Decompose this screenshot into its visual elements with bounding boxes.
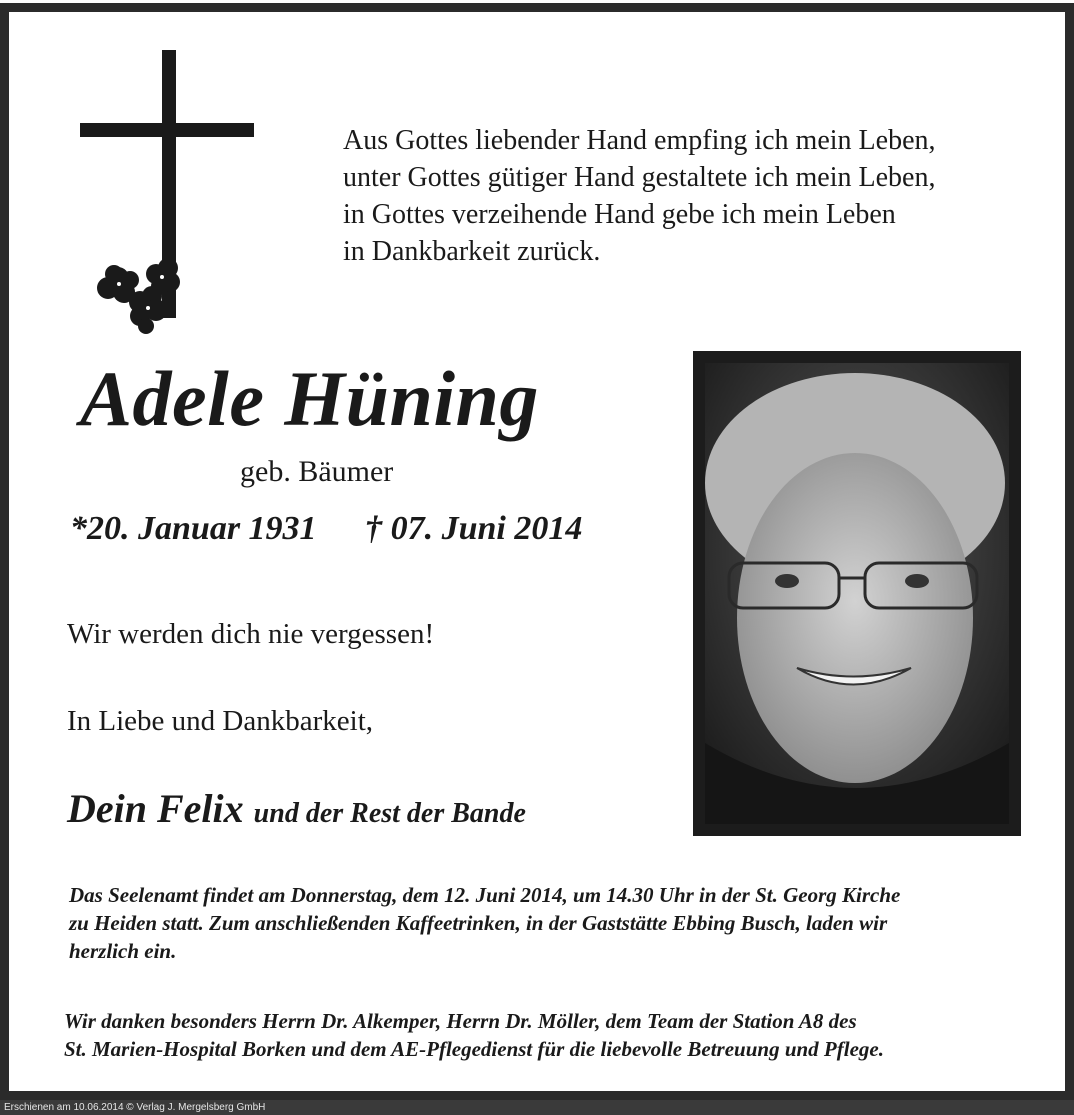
footer-bar bbox=[0, 1100, 1074, 1115]
notice-line: herzlich ein. bbox=[69, 939, 177, 963]
publication-note: Erschienen am 10.06.2014 © Verlag J. Mergelsberg GmbH bbox=[4, 1102, 266, 1113]
notice-line: Das Seelenamt findet am Donnerstag, dem 12. Juni 2014, um 14.30 Uhr in der St. Georg Kirche bbox=[69, 883, 901, 907]
notice-line: Wir danken besonders Herrn Dr. Alkemper, Herrn Dr. Möller, dem Team der Station A8 des bbox=[64, 1009, 857, 1033]
portrait-illustration bbox=[705, 363, 1009, 824]
death-date: † 07. Juni 2014 bbox=[365, 510, 583, 547]
verse bbox=[343, 122, 1043, 270]
verse-line: unter Gottes gütiger Hand gestaltete ich mein Leben, bbox=[343, 162, 936, 193]
verse-line: in Gottes verzeihende Hand gebe ich mein Leben bbox=[343, 199, 896, 230]
maiden-name: geb. Bäumer bbox=[240, 455, 394, 488]
never-forget-text: Wir werden dich nie vergessen! bbox=[67, 618, 435, 650]
verse-line: Aus Gottes liebender Hand empfing ich mein Leben, bbox=[343, 125, 936, 156]
life-dates bbox=[70, 510, 582, 548]
love-text: In Liebe und Dankbarkeit, bbox=[67, 705, 374, 737]
notice-line: St. Marien-Hospital Borken und dem AE-Pflegedienst für die liebevolle Betreuung und Pflege. bbox=[64, 1037, 884, 1061]
birth-date: *20. Januar 1931 bbox=[70, 510, 317, 547]
verse-line: in Dankbarkeit zurück. bbox=[343, 236, 601, 267]
signature-rest: und der Rest der Bande bbox=[253, 798, 526, 829]
deceased-name: Adele Hüning bbox=[80, 355, 539, 442]
cross-with-flowers-icon bbox=[78, 50, 258, 335]
signature-main: Dein Felix bbox=[67, 786, 244, 831]
portrait-photo bbox=[693, 351, 1021, 836]
thanks-notice bbox=[64, 1007, 1034, 1063]
signature bbox=[67, 785, 526, 832]
notice-line: zu Heiden statt. Zum anschließenden Kaffeetrinken, in der Gaststätte Ebbing Busch, laden wir bbox=[69, 911, 888, 935]
funeral-notice bbox=[69, 881, 1039, 965]
